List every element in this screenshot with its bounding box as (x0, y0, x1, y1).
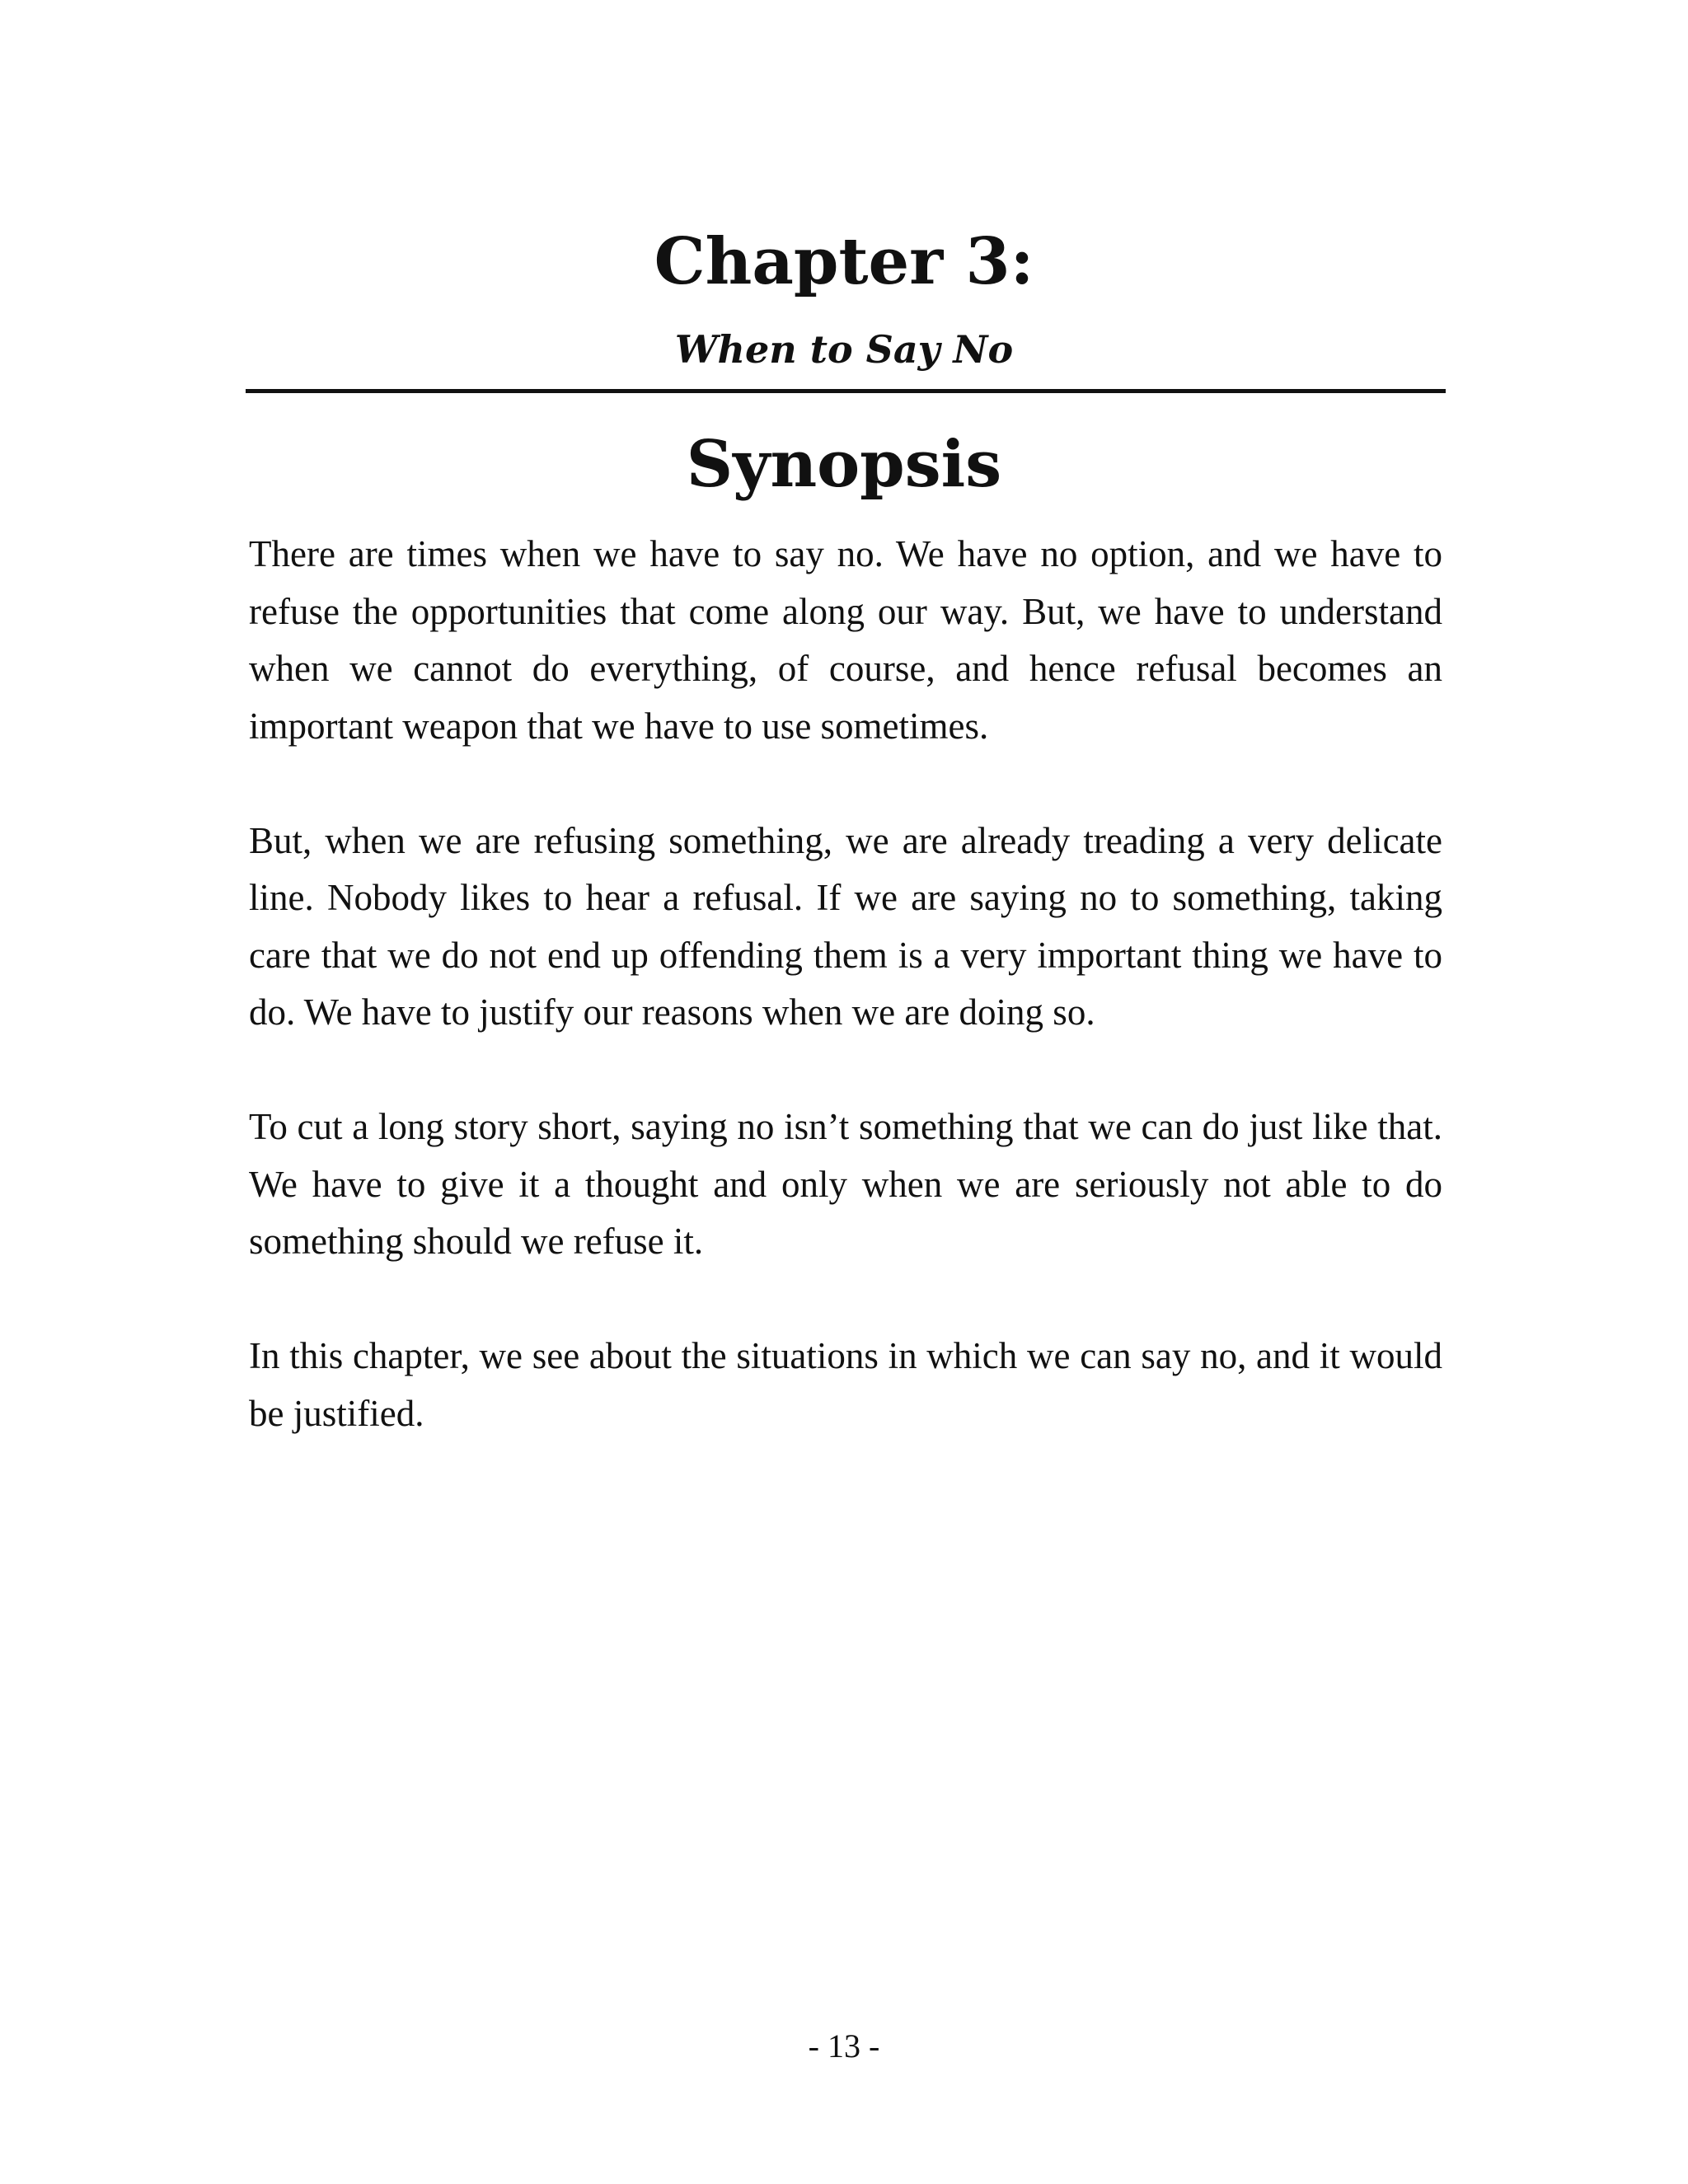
chapter-subtitle: When to Say No (674, 327, 1014, 372)
section-heading: Synopsis (686, 427, 1002, 502)
paragraph-1: There are times when we have to say no. We have no option, and we have to refuse the opportunities that come along our way. But, we have to understand when we cannot do everything, of course, and hence refusal becomes an important weapon that we have to use sometimes. (249, 533, 1442, 747)
paragraph-2: But, when we are refusing something, we are already treading a very delicate line. Nobody likes to hear a refusal. If we are saying no to something, taking care that we do not end up offending them is a very important thing we have to do. We have to justify our reasons when we are doing so. (249, 819, 1442, 1033)
paragraph-4: In this chapter, we see about the situations in which we can say no, and it would be justified. (249, 1335, 1442, 1434)
body-text (249, 526, 1442, 1500)
paragraph-3: To cut a long story short, saying no isn’t something that we can do just like that. We have to give it a thought and only when we are seriously not able to do something should we refuse it. (249, 1106, 1442, 1262)
chapter-title: Chapter 3: (654, 224, 1034, 299)
page-number: - 13 - (808, 2027, 880, 2064)
heading-divider (246, 389, 1446, 393)
